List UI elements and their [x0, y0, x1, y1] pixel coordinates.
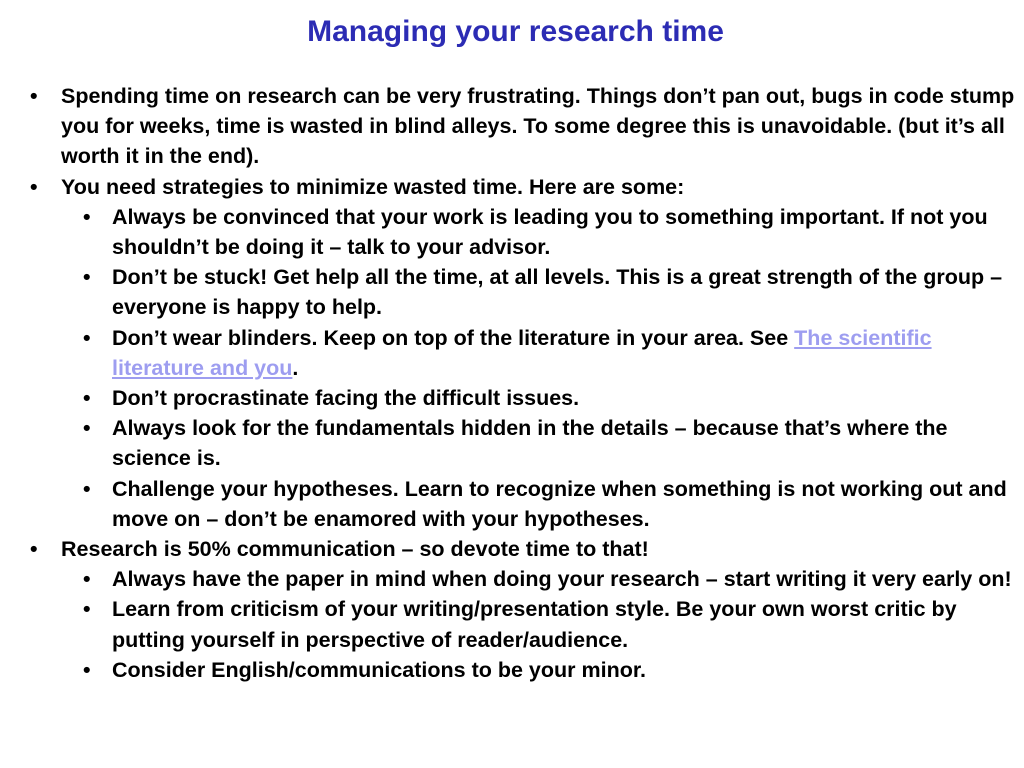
bullet-icon: • [30, 537, 38, 562]
sub-bullet-item [61, 323, 1019, 383]
sub-bullet-item [61, 262, 1019, 322]
bullet-icon: • [83, 265, 91, 290]
bullet-list [27, 81, 1019, 685]
bullet-icon: • [83, 204, 91, 229]
sub-bullet-text-end: . [292, 355, 299, 380]
bullet-icon: • [83, 386, 91, 411]
bullet-icon: • [83, 657, 91, 682]
sub-bullet-text: Always have the paper in mind when doing your research – start writing it very early on! [112, 567, 1012, 592]
bullet-icon: • [30, 84, 38, 108]
sub-bullet-list [61, 202, 1019, 534]
bullet-icon: • [83, 416, 91, 441]
bullet-icon: • [83, 567, 91, 592]
sub-bullet-item [61, 202, 1019, 262]
literature-link[interactable]: The scientific literature and you [112, 325, 932, 380]
sub-bullet-text: Don’t be stuck! Get help all the time, at all levels. This is a great strength of the group – everyone is happy to help. [112, 265, 1003, 320]
bullet-text: Research is 50% communication – so devote time to that! [61, 537, 649, 562]
sub-bullet-item [61, 594, 1019, 654]
bullet-icon: • [83, 476, 91, 501]
bullet-icon: • [83, 597, 91, 622]
bullet-item [27, 172, 1019, 534]
bullet-icon: • [83, 325, 91, 350]
bullet-item [27, 534, 1019, 685]
slide-content [27, 81, 1019, 685]
bullet-item [27, 81, 1019, 172]
slide-title: Managing your research time [307, 15, 724, 48]
sub-bullet-text: Always be convinced that your work is leading you to something important. If not you shouldn’t be doing it – talk to your advisor. [112, 204, 988, 260]
sub-bullet-text: Always look for the fundamentals hidden in the details – because that’s where the science is. [112, 416, 948, 471]
sub-bullet-item [61, 383, 1019, 413]
bullet-text: Spending time on research can be very frustrating. Things don’t pan out, bugs in code stump you for weeks, time is wasted in blind alleys. To some degree this is unavoidable. (but it’s all worth it in the end). [61, 84, 1015, 169]
sub-bullet-item [61, 413, 1019, 473]
sub-bullet-item [61, 655, 1019, 685]
sub-bullet-item [61, 564, 1019, 594]
sub-bullet-item [61, 474, 1019, 534]
bullet-text: You need strategies to minimize wasted time. Here are some: [61, 174, 685, 199]
sub-bullet-text: Don’t wear blinders. Keep on top of the literature in your area. See [112, 325, 795, 350]
sub-bullet-list [61, 564, 1019, 685]
sub-bullet-text: Don’t procrastinate facing the difficult issues. [112, 386, 580, 411]
sub-bullet-text: Learn from criticism of your writing/presentation style. Be your own worst critic by putting yourself in perspective of reader/audience. [112, 597, 957, 652]
sub-bullet-text: Challenge your hypotheses. Learn to recognize when something is not working out and move on – don’t be enamored with your hypotheses. [112, 476, 1007, 531]
bullet-icon: • [30, 174, 38, 199]
sub-bullet-text: Consider English/communications to be your minor. [112, 657, 646, 682]
